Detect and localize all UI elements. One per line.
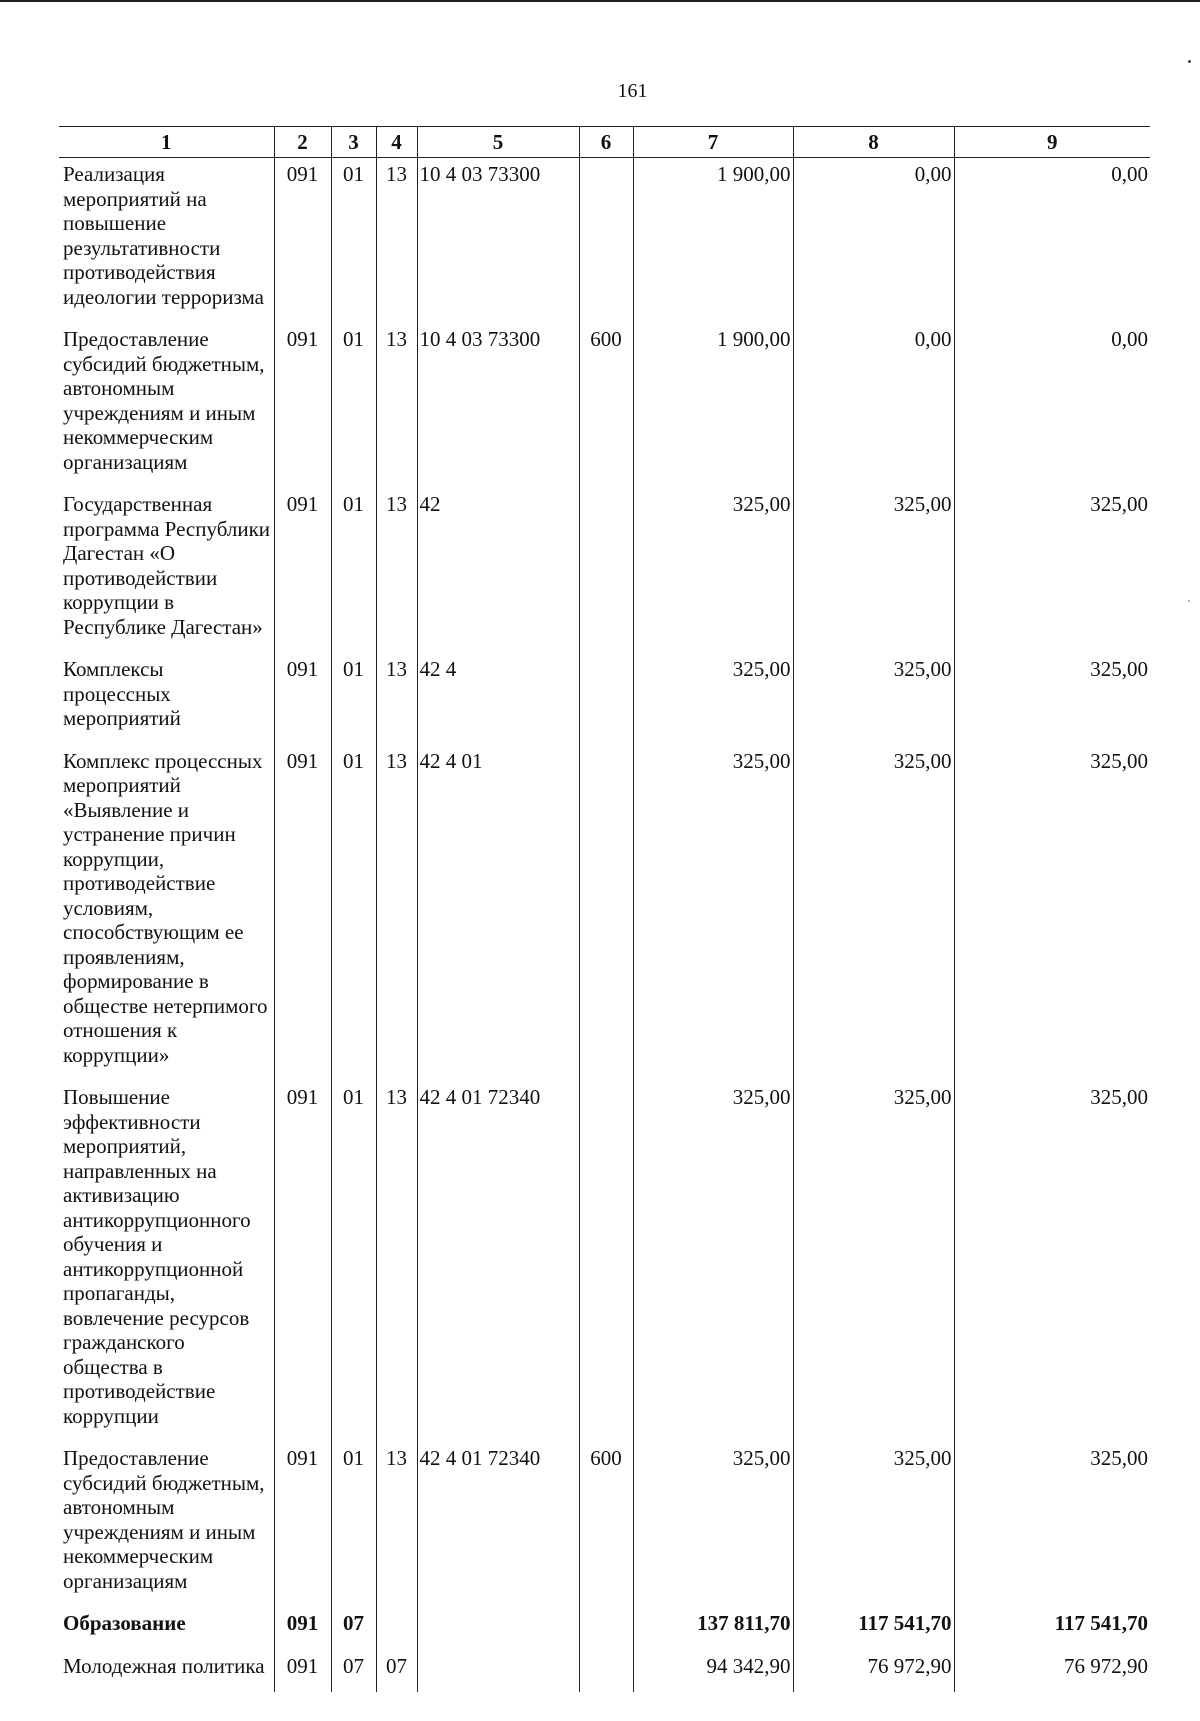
cell-name: Предоставление субсидий бюджетным, автономным учреждениям и иным некоммерческим организациям <box>59 1442 274 1607</box>
cell-col-4: 07 <box>376 1650 417 1693</box>
cell-col-6: 600 <box>579 1442 633 1607</box>
table-row <box>59 158 1150 324</box>
cell-col-9: 117 541,70 <box>954 1607 1150 1650</box>
cell-col-2: 091 <box>274 323 331 488</box>
cell-col-6 <box>579 1650 633 1693</box>
cell-name: Реализация мероприятий на повышение результативности противодействия идеологии терроризма <box>59 158 274 324</box>
table-row <box>59 488 1150 653</box>
cell-col-8: 0,00 <box>793 323 954 488</box>
cell-col-9: 76 972,90 <box>954 1650 1150 1693</box>
cell-col-7: 325,00 <box>633 745 793 1082</box>
header-col-7: 7 <box>633 127 793 158</box>
table-row <box>59 1442 1150 1607</box>
table-row <box>59 323 1150 488</box>
cell-col-8: 325,00 <box>793 488 954 653</box>
cell-col-9: 0,00 <box>954 323 1150 488</box>
cell-name: Молодежная политика <box>59 1650 274 1693</box>
cell-col-4: 13 <box>376 1081 417 1442</box>
cell-col-4: 13 <box>376 745 417 1082</box>
cell-col-3: 01 <box>331 323 376 488</box>
cell-col-6 <box>579 1607 633 1650</box>
cell-col-6 <box>579 488 633 653</box>
scan-speck <box>1188 600 1190 602</box>
cell-col-8: 325,00 <box>793 745 954 1082</box>
cell-col-2: 091 <box>274 1081 331 1442</box>
cell-col-4: 13 <box>376 653 417 745</box>
header-col-6: 6 <box>579 127 633 158</box>
cell-col-3: 07 <box>331 1650 376 1693</box>
scan-speck <box>1188 60 1191 63</box>
cell-col-5: 42 <box>417 488 579 653</box>
cell-col-2: 091 <box>274 745 331 1082</box>
cell-col-5: 42 4 01 72340 <box>417 1442 579 1607</box>
cell-col-5 <box>417 1650 579 1693</box>
cell-col-7: 137 811,70 <box>633 1607 793 1650</box>
page-number: 161 <box>617 80 648 102</box>
cell-col-9: 0,00 <box>954 158 1150 324</box>
cell-name: Комплекс процессных мероприятий «Выявление и устранение причин коррупции, противодействие условиям, способствующим ее проявлениям, формирование в обществе нетерпимого отношения к коррупции» <box>59 745 274 1082</box>
cell-col-4: 13 <box>376 1442 417 1607</box>
cell-col-8: 76 972,90 <box>793 1650 954 1693</box>
cell-col-6 <box>579 653 633 745</box>
cell-col-3: 01 <box>331 488 376 653</box>
table-row <box>59 745 1150 1082</box>
header-row <box>59 127 1150 158</box>
cell-col-7: 1 900,00 <box>633 158 793 324</box>
cell-col-7: 325,00 <box>633 653 793 745</box>
budget-table <box>59 126 1150 1692</box>
cell-col-9: 325,00 <box>954 653 1150 745</box>
cell-col-3: 01 <box>331 1081 376 1442</box>
cell-col-8: 325,00 <box>793 1081 954 1442</box>
scan-top-edge <box>0 0 1200 2</box>
cell-col-4 <box>376 1607 417 1650</box>
cell-col-7: 325,00 <box>633 488 793 653</box>
header-col-1: 1 <box>59 127 274 158</box>
table-body <box>59 158 1150 1693</box>
cell-col-2: 091 <box>274 1442 331 1607</box>
cell-col-3: 01 <box>331 745 376 1082</box>
cell-col-5: 10 4 03 73300 <box>417 158 579 324</box>
cell-col-9: 325,00 <box>954 488 1150 653</box>
cell-col-6 <box>579 745 633 1082</box>
header-col-9: 9 <box>954 127 1150 158</box>
header-col-8: 8 <box>793 127 954 158</box>
table-row <box>59 653 1150 745</box>
cell-col-3: 01 <box>331 158 376 324</box>
cell-col-7: 94 342,90 <box>633 1650 793 1693</box>
cell-col-6: 600 <box>579 323 633 488</box>
cell-col-8: 325,00 <box>793 653 954 745</box>
cell-name: Государственная программа Республики Дагестан «О противодействии коррупции в Республике Дагестан» <box>59 488 274 653</box>
header-col-3: 3 <box>331 127 376 158</box>
cell-col-3: 01 <box>331 1442 376 1607</box>
cell-col-5: 42 4 01 <box>417 745 579 1082</box>
cell-col-4: 13 <box>376 323 417 488</box>
cell-col-2: 091 <box>274 488 331 653</box>
cell-col-4: 13 <box>376 488 417 653</box>
table-row <box>59 1081 1150 1442</box>
cell-col-6 <box>579 158 633 324</box>
table-row <box>59 1607 1150 1650</box>
cell-col-4: 13 <box>376 158 417 324</box>
cell-col-8: 117 541,70 <box>793 1607 954 1650</box>
cell-col-8: 325,00 <box>793 1442 954 1607</box>
cell-col-2: 091 <box>274 1650 331 1693</box>
cell-col-3: 07 <box>331 1607 376 1650</box>
cell-col-9: 325,00 <box>954 745 1150 1082</box>
cell-col-7: 325,00 <box>633 1442 793 1607</box>
cell-col-5: 42 4 <box>417 653 579 745</box>
cell-col-9: 325,00 <box>954 1081 1150 1442</box>
cell-col-8: 0,00 <box>793 158 954 324</box>
cell-col-7: 1 900,00 <box>633 323 793 488</box>
header-col-4: 4 <box>376 127 417 158</box>
cell-col-5 <box>417 1607 579 1650</box>
cell-col-2: 091 <box>274 158 331 324</box>
cell-col-9: 325,00 <box>954 1442 1150 1607</box>
cell-col-5: 42 4 01 72340 <box>417 1081 579 1442</box>
cell-name: Предоставление субсидий бюджетным, автономным учреждениям и иным некоммерческим организациям <box>59 323 274 488</box>
header-col-5: 5 <box>417 127 579 158</box>
cell-name: Повышение эффективности мероприятий, направленных на активизацию антикоррупционного обучения и антикоррупционной пропаганды, вовлечение ресурсов гражданского общества в противодействие коррупции <box>59 1081 274 1442</box>
cell-col-2: 091 <box>274 653 331 745</box>
cell-name: Образование <box>59 1607 274 1650</box>
cell-col-2: 091 <box>274 1607 331 1650</box>
cell-name: Комплексы процессных мероприятий <box>59 653 274 745</box>
cell-col-7: 325,00 <box>633 1081 793 1442</box>
cell-col-3: 01 <box>331 653 376 745</box>
cell-col-5: 10 4 03 73300 <box>417 323 579 488</box>
cell-col-6 <box>579 1081 633 1442</box>
table-row <box>59 1650 1150 1693</box>
header-col-2: 2 <box>274 127 331 158</box>
